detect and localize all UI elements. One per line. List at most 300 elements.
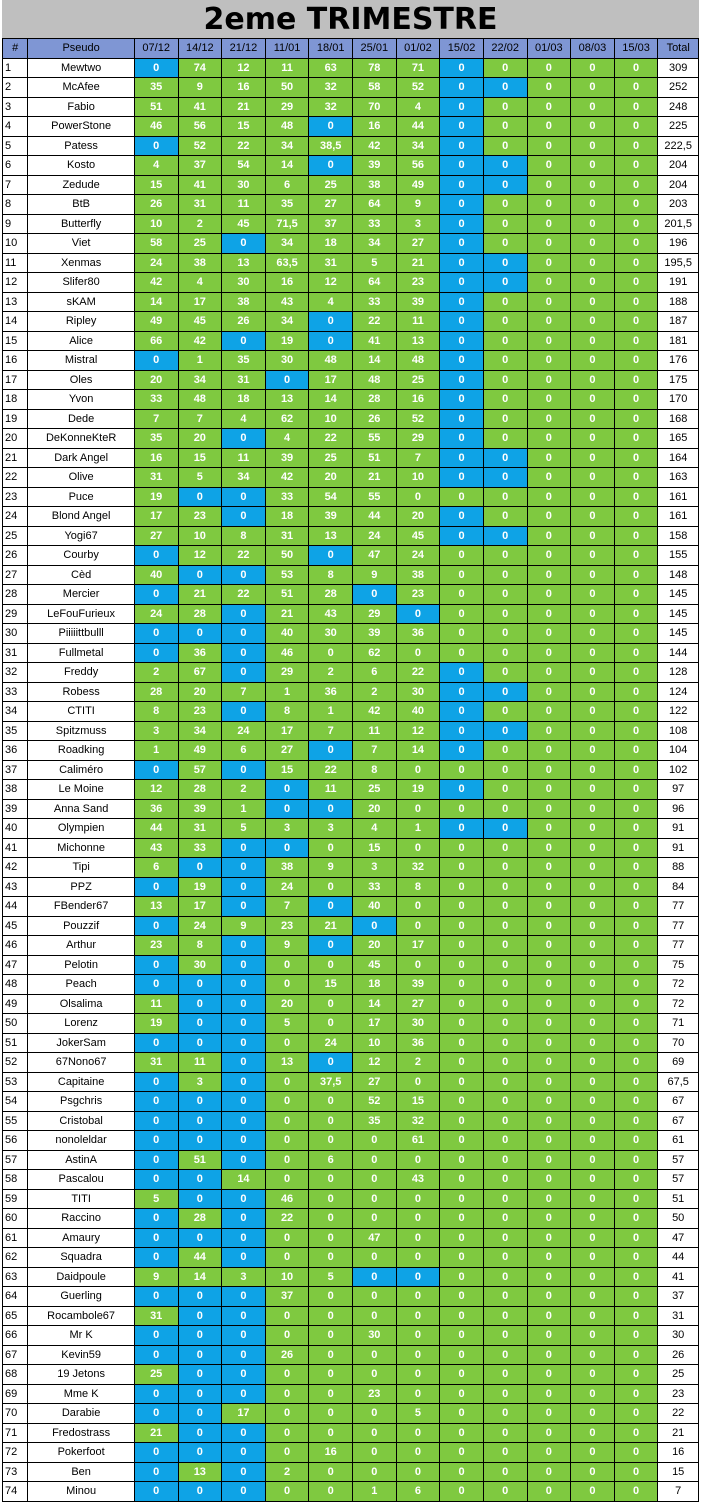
score-cell: 0: [309, 1384, 353, 1404]
pseudo-cell: McAfee: [28, 78, 135, 98]
score-cell: 34: [353, 234, 397, 254]
score-cell: 0: [614, 936, 658, 956]
score-cell: 21: [134, 1423, 178, 1443]
score-cell: 0: [483, 292, 527, 312]
score-cell: 0: [134, 916, 178, 936]
score-cell: 0: [178, 858, 222, 878]
score-cell: 0: [614, 1150, 658, 1170]
score-cell: 0: [396, 1384, 440, 1404]
score-cell: 0: [178, 1189, 222, 1209]
score-cell: 12: [178, 546, 222, 566]
score-cell: 0: [571, 214, 615, 234]
score-cell: 20: [353, 936, 397, 956]
score-cell: 0: [483, 546, 527, 566]
score-cell: 0: [353, 1423, 397, 1443]
score-cell: 0: [483, 663, 527, 683]
score-cell: 22: [222, 585, 266, 605]
score-cell: 0: [265, 1033, 309, 1053]
column-header: 07/12: [134, 39, 178, 59]
score-cell: 0: [440, 702, 484, 722]
score-cell: 0: [353, 1365, 397, 1385]
score-cell: 6: [309, 1150, 353, 1170]
score-cell: 36: [396, 1033, 440, 1053]
score-cell: 0: [353, 1150, 397, 1170]
score-cell: 0: [614, 1287, 658, 1307]
score-cell: 0: [527, 1404, 571, 1424]
score-cell: 8: [222, 526, 266, 546]
score-cell: 42: [353, 136, 397, 156]
score-cell: 0: [527, 702, 571, 722]
total-cell: 31: [658, 1306, 699, 1326]
pseudo-cell: BtB: [28, 195, 135, 215]
score-cell: 9: [134, 1267, 178, 1287]
score-cell: 0: [527, 409, 571, 429]
score-cell: 0: [571, 370, 615, 390]
rank-cell: 28: [3, 585, 28, 605]
table-row: [3, 58, 699, 78]
score-cell: 0: [614, 253, 658, 273]
score-cell: 22: [265, 1209, 309, 1229]
score-cell: 0: [265, 1150, 309, 1170]
score-cell: 0: [396, 838, 440, 858]
pseudo-cell: Olympien: [28, 819, 135, 839]
score-cell: 0: [483, 487, 527, 507]
score-cell: 0: [614, 292, 658, 312]
score-cell: 0: [440, 468, 484, 488]
score-cell: 50: [265, 546, 309, 566]
score-cell: 0: [483, 1267, 527, 1287]
score-cell: 0: [614, 916, 658, 936]
score-cell: 0: [483, 1150, 527, 1170]
rank-cell: 68: [3, 1365, 28, 1385]
score-cell: 0: [483, 312, 527, 332]
score-cell: 0: [134, 975, 178, 995]
score-cell: 35: [353, 1111, 397, 1131]
score-cell: 0: [571, 1267, 615, 1287]
score-cell: 0: [483, 468, 527, 488]
pseudo-cell: Yvon: [28, 390, 135, 410]
table-row: [3, 390, 699, 410]
score-cell: 0: [309, 1462, 353, 1482]
pseudo-cell: Dark Angel: [28, 448, 135, 468]
score-cell: 22: [222, 136, 266, 156]
score-cell: 0: [309, 838, 353, 858]
pseudo-cell: Lorenz: [28, 1014, 135, 1034]
column-header: #: [3, 39, 28, 59]
score-cell: 0: [483, 1423, 527, 1443]
score-cell: 0: [440, 117, 484, 137]
total-cell: 30: [658, 1326, 699, 1346]
score-cell: 0: [571, 312, 615, 332]
score-cell: 0: [309, 546, 353, 566]
score-cell: 0: [222, 1131, 266, 1151]
score-cell: 35: [265, 195, 309, 215]
score-cell: 0: [483, 838, 527, 858]
score-cell: 0: [440, 487, 484, 507]
score-cell: 28: [134, 682, 178, 702]
score-cell: 16: [309, 1443, 353, 1463]
score-cell: 0: [614, 780, 658, 800]
score-cell: 0: [527, 721, 571, 741]
score-cell: 36: [396, 624, 440, 644]
score-cell: 0: [222, 565, 266, 585]
score-cell: 16: [134, 448, 178, 468]
pseudo-cell: Mistral: [28, 351, 135, 371]
score-cell: 34: [178, 721, 222, 741]
score-cell: 0: [527, 234, 571, 254]
score-cell: 44: [178, 1248, 222, 1268]
score-cell: 8: [178, 936, 222, 956]
score-cell: 0: [353, 1404, 397, 1424]
rank-cell: 73: [3, 1462, 28, 1482]
score-cell: 0: [178, 1170, 222, 1190]
score-cell: 0: [440, 312, 484, 332]
score-cell: 10: [178, 526, 222, 546]
score-cell: 50: [265, 78, 309, 98]
score-cell: 25: [309, 175, 353, 195]
score-cell: 0: [309, 331, 353, 351]
rank-cell: 31: [3, 643, 28, 663]
score-cell: 0: [571, 682, 615, 702]
table-row: [3, 1228, 699, 1248]
score-cell: 12: [353, 1053, 397, 1073]
score-cell: 2: [222, 780, 266, 800]
score-cell: 52: [396, 78, 440, 98]
total-cell: 145: [658, 585, 699, 605]
rank-cell: 60: [3, 1209, 28, 1229]
rank-cell: 26: [3, 546, 28, 566]
score-cell: 17: [178, 897, 222, 917]
score-cell: 32: [396, 858, 440, 878]
pseudo-cell: Cristobal: [28, 1111, 135, 1131]
score-cell: 0: [353, 1267, 397, 1287]
score-cell: 0: [527, 624, 571, 644]
score-cell: 0: [440, 234, 484, 254]
score-cell: 10: [309, 409, 353, 429]
score-cell: 0: [440, 624, 484, 644]
score-cell: 11: [353, 721, 397, 741]
score-cell: 11: [178, 1053, 222, 1073]
score-cell: 0: [222, 955, 266, 975]
score-cell: 0: [483, 409, 527, 429]
score-cell: 34: [178, 370, 222, 390]
score-cell: 0: [222, 624, 266, 644]
table-row: [3, 234, 699, 254]
score-cell: 19: [134, 487, 178, 507]
pseudo-cell: sKAM: [28, 292, 135, 312]
pseudo-cell: Courby: [28, 546, 135, 566]
table-row: [3, 507, 699, 527]
score-cell: 0: [571, 1170, 615, 1190]
score-cell: 0: [440, 1053, 484, 1073]
score-cell: 0: [614, 1072, 658, 1092]
rank-cell: 44: [3, 897, 28, 917]
score-cell: 0: [614, 585, 658, 605]
score-cell: 0: [527, 1131, 571, 1151]
score-cell: 70: [353, 97, 397, 117]
score-cell: 22: [353, 312, 397, 332]
rank-cell: 20: [3, 429, 28, 449]
total-cell: 47: [658, 1228, 699, 1248]
score-cell: 0: [134, 1033, 178, 1053]
score-cell: 0: [222, 838, 266, 858]
score-cell: 0: [614, 1326, 658, 1346]
score-cell: 0: [614, 604, 658, 624]
score-cell: 0: [440, 1092, 484, 1112]
score-cell: 0: [178, 1326, 222, 1346]
score-cell: 0: [571, 1209, 615, 1229]
score-cell: 0: [353, 1248, 397, 1268]
score-cell: 0: [483, 741, 527, 761]
pseudo-cell: Viet: [28, 234, 135, 254]
score-cell: 0: [440, 1131, 484, 1151]
score-cell: 0: [483, 1287, 527, 1307]
score-cell: 26: [353, 409, 397, 429]
score-cell: 0: [527, 565, 571, 585]
score-cell: 0: [265, 1326, 309, 1346]
score-cell: 0: [527, 1248, 571, 1268]
score-cell: 0: [134, 1209, 178, 1229]
score-cell: 0: [309, 955, 353, 975]
table-row: [3, 585, 699, 605]
table-row: [3, 877, 699, 897]
score-cell: 0: [571, 1404, 615, 1424]
pseudo-cell: Kevin59: [28, 1345, 135, 1365]
score-cell: 78: [353, 58, 397, 78]
score-cell: 0: [222, 1306, 266, 1326]
score-cell: 27: [396, 994, 440, 1014]
score-cell: 0: [265, 1092, 309, 1112]
score-cell: 0: [309, 1306, 353, 1326]
table-row: [3, 702, 699, 722]
score-cell: 4: [222, 409, 266, 429]
score-cell: 0: [440, 1482, 484, 1502]
score-cell: 21: [309, 916, 353, 936]
score-cell: 43: [396, 1170, 440, 1190]
score-cell: 0: [614, 546, 658, 566]
total-cell: 148: [658, 565, 699, 585]
score-cell: 0: [527, 1462, 571, 1482]
score-cell: 3: [134, 721, 178, 741]
score-cell: 0: [571, 780, 615, 800]
score-cell: 0: [134, 546, 178, 566]
pseudo-cell: PPZ: [28, 877, 135, 897]
table-row: [3, 565, 699, 585]
score-cell: 0: [614, 955, 658, 975]
score-cell: 10: [353, 1033, 397, 1053]
score-cell: 0: [265, 1404, 309, 1424]
score-cell: 4: [353, 819, 397, 839]
score-cell: 63: [309, 58, 353, 78]
score-cell: 34: [396, 136, 440, 156]
score-cell: 0: [614, 234, 658, 254]
score-cell: 0: [440, 546, 484, 566]
score-cell: 40: [396, 702, 440, 722]
score-cell: 15: [222, 117, 266, 137]
score-cell: 0: [527, 1306, 571, 1326]
score-cell: 0: [614, 136, 658, 156]
score-cell: 0: [614, 58, 658, 78]
score-cell: 28: [353, 390, 397, 410]
score-cell: 21: [178, 585, 222, 605]
score-cell: 0: [309, 1209, 353, 1229]
score-cell: 0: [614, 624, 658, 644]
score-cell: 18: [353, 975, 397, 995]
score-cell: 0: [483, 253, 527, 273]
score-cell: 0: [309, 1170, 353, 1190]
score-cell: 0: [483, 1053, 527, 1073]
total-cell: 196: [658, 234, 699, 254]
rank-cell: 65: [3, 1306, 28, 1326]
score-cell: 0: [483, 370, 527, 390]
score-cell: 0: [309, 877, 353, 897]
score-cell: 0: [571, 1014, 615, 1034]
score-cell: 0: [614, 78, 658, 98]
score-cell: 15: [265, 760, 309, 780]
score-cell: 0: [134, 1150, 178, 1170]
score-cell: 0: [440, 1150, 484, 1170]
score-cell: 0: [178, 1404, 222, 1424]
score-cell: 33: [178, 838, 222, 858]
score-cell: 20: [134, 370, 178, 390]
score-cell: 0: [614, 565, 658, 585]
table-row: [3, 1384, 699, 1404]
score-cell: 0: [353, 1462, 397, 1482]
score-cell: 0: [440, 565, 484, 585]
score-cell: 31: [309, 253, 353, 273]
score-cell: 67: [178, 663, 222, 683]
score-cell: 43: [134, 838, 178, 858]
table-row: [3, 1423, 699, 1443]
pseudo-cell: AstinA: [28, 1150, 135, 1170]
score-cell: 0: [440, 156, 484, 176]
rank-cell: 39: [3, 799, 28, 819]
score-cell: 0: [178, 487, 222, 507]
total-cell: 70: [658, 1033, 699, 1053]
score-cell: 0: [134, 1404, 178, 1424]
score-cell: 0: [309, 117, 353, 137]
score-cell: 0: [571, 721, 615, 741]
score-cell: 0: [440, 195, 484, 215]
table-row: [3, 1306, 699, 1326]
score-cell: 42: [265, 468, 309, 488]
score-cell: 0: [483, 1033, 527, 1053]
score-cell: 36: [134, 799, 178, 819]
scores-table: [2, 38, 699, 1502]
table-row: [3, 1170, 699, 1190]
score-cell: 45: [178, 312, 222, 332]
score-cell: 0: [222, 1345, 266, 1365]
pseudo-cell: Fabio: [28, 97, 135, 117]
score-cell: 0: [571, 409, 615, 429]
score-cell: 0: [483, 1462, 527, 1482]
score-cell: 0: [222, 234, 266, 254]
score-cell: 28: [178, 604, 222, 624]
score-cell: 24: [309, 1033, 353, 1053]
score-cell: 0: [527, 643, 571, 663]
score-cell: 0: [134, 1482, 178, 1502]
score-cell: 27: [353, 1072, 397, 1092]
score-cell: 0: [527, 468, 571, 488]
score-cell: 28: [178, 780, 222, 800]
total-cell: 57: [658, 1170, 699, 1190]
score-cell: 7: [309, 721, 353, 741]
score-cell: 38: [222, 292, 266, 312]
score-cell: 30: [178, 955, 222, 975]
pseudo-cell: Psgchris: [28, 1092, 135, 1112]
table-row: [3, 721, 699, 741]
score-cell: 12: [396, 721, 440, 741]
score-cell: 29: [353, 604, 397, 624]
score-cell: 7: [265, 897, 309, 917]
score-cell: 0: [396, 1150, 440, 1170]
score-cell: 0: [440, 507, 484, 527]
score-cell: 18: [265, 507, 309, 527]
score-cell: 42: [134, 273, 178, 293]
score-cell: 31: [134, 1053, 178, 1073]
total-cell: 164: [658, 448, 699, 468]
score-cell: 0: [483, 1170, 527, 1190]
score-cell: 0: [440, 1306, 484, 1326]
score-cell: 0: [527, 936, 571, 956]
score-cell: 0: [527, 604, 571, 624]
score-cell: 0: [265, 838, 309, 858]
score-cell: 71: [396, 58, 440, 78]
score-cell: 1: [396, 819, 440, 839]
score-cell: 25: [353, 780, 397, 800]
score-cell: 0: [483, 1228, 527, 1248]
score-cell: 16: [396, 390, 440, 410]
score-cell: 7: [134, 409, 178, 429]
score-cell: 0: [483, 799, 527, 819]
score-cell: 58: [353, 78, 397, 98]
score-cell: 0: [571, 1072, 615, 1092]
pseudo-cell: Yogi67: [28, 526, 135, 546]
table-row: [3, 175, 699, 195]
total-cell: 77: [658, 916, 699, 936]
score-cell: 37: [265, 1287, 309, 1307]
score-cell: 0: [353, 1189, 397, 1209]
pseudo-cell: Blond Angel: [28, 507, 135, 527]
score-cell: 0: [571, 585, 615, 605]
score-cell: 0: [134, 1170, 178, 1190]
score-cell: 0: [614, 214, 658, 234]
score-cell: 0: [309, 1287, 353, 1307]
score-cell: 43: [309, 604, 353, 624]
score-cell: 40: [265, 624, 309, 644]
table-row: [3, 526, 699, 546]
score-cell: 0: [265, 1228, 309, 1248]
score-cell: 49: [178, 741, 222, 761]
score-cell: 0: [483, 195, 527, 215]
score-cell: 17: [178, 292, 222, 312]
rank-cell: 6: [3, 156, 28, 176]
score-cell: 0: [265, 1248, 309, 1268]
score-cell: 0: [614, 760, 658, 780]
score-cell: 0: [134, 955, 178, 975]
pseudo-cell: Piiiiittbulll: [28, 624, 135, 644]
rank-cell: 11: [3, 253, 28, 273]
score-cell: 0: [483, 175, 527, 195]
score-cell: 0: [222, 507, 266, 527]
score-cell: 0: [483, 819, 527, 839]
score-cell: 0: [134, 1326, 178, 1346]
score-cell: 31: [134, 1306, 178, 1326]
pseudo-cell: Guerling: [28, 1287, 135, 1307]
column-header: 21/12: [222, 39, 266, 59]
score-cell: 0: [440, 585, 484, 605]
table-row: [3, 741, 699, 761]
